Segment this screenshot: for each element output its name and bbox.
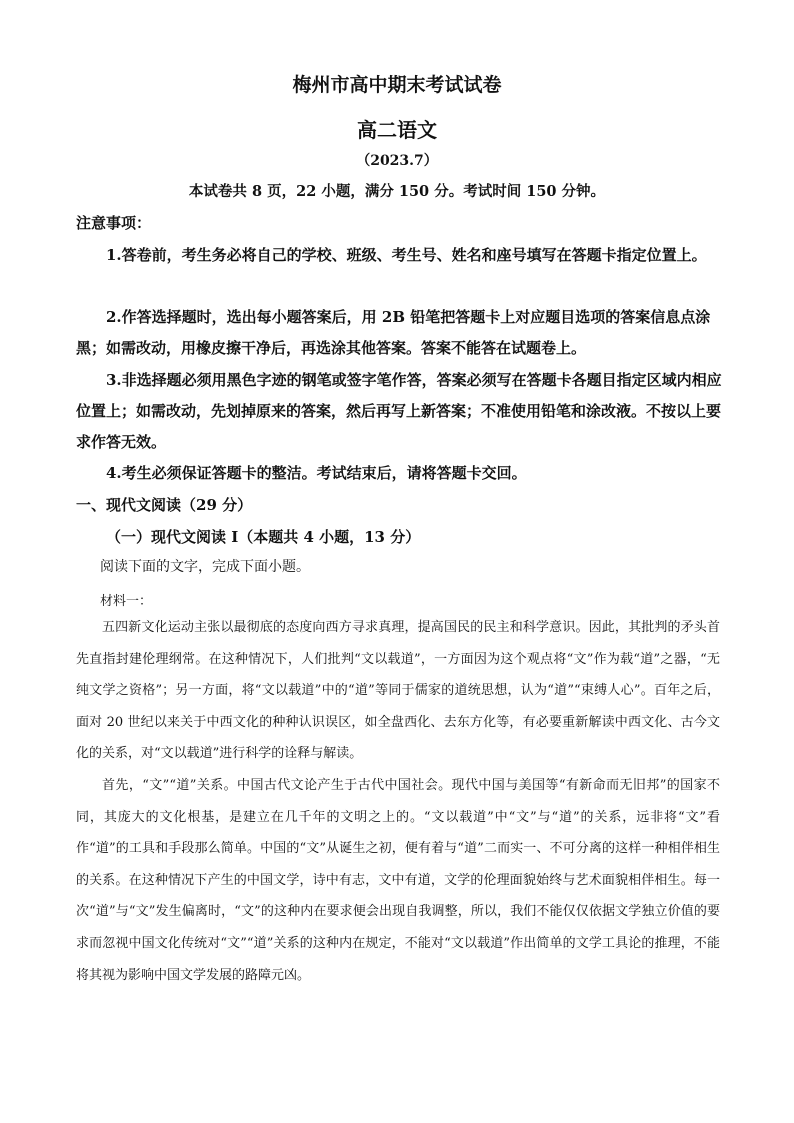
notice-item-3: 3.非选择题必须用黑色字迹的钢笔或签字笔作答，答案必须写在答题卡各题目指定区域内相应位置上；如需改动，先划掉原来的答案，然后再写上新答案；不准使用铅笔和涂改液。不按以上要求作答无效。 [76,371,722,451]
subject-title: 高二语文 [357,118,437,142]
notice-item-1: 1.答卷前，考生务必将自己的学校、班级、考生号、姓名和座号填写在答题卡指定位置上。 [106,246,707,264]
notice-heading: 注意事项： [76,214,152,232]
exam-date: （2023.7） [356,153,438,169]
notice-item-2: 2.作答选择题时，选出每小题答案后，用 2B 铅笔把答题卡上对应题目选项的答案信息点涂黑；如需改动，用橡皮擦干净后，再选涂其他答案。答案不能答在试题卷上。 [76,308,711,357]
section-heading: 一、现代文阅读（29 分） [76,496,253,514]
material-label: 材料一： [100,594,153,609]
material-paragraph-1: 五四新文化运动主张以最彻底的态度向西方寻求真理，提高国民的民主和科学意识。因此，其批判的矛头首先直指封建伦理纲常。在这种情况下，人们批判“文以载道”，一方面因为这个观点将“文”作为载“道”之器，“无纯文学之资格”；另一方面，将“文以载道”中的“道”等同于儒家的道统思想，认为“道”“束缚人心”。百年之后，面对 20 世纪以来关于中西文化的种种认识误区，如全盘西化、去东方化等，有必要重新解读中西文化、古今文化的关系，对“文以载道”进行科学的诠释与解读。 [76,620,720,762]
exam-title: 梅州市高中期末考试试卷 [292,74,502,96]
notice-item-4: 4.考生必须保证答题卡的整洁。考试结束后，请将答题卡交回。 [106,464,527,482]
subsection-heading: （一）现代文阅读 I（本题共 4 小题，13 分） [106,528,421,546]
exam-summary: 本试卷共 8 页，22 小题，满分 150 分。考试时间 150 分钟。 [188,183,606,200]
material-paragraph-2: 首先，“文”“道”关系。中国古代文论产生于古代中国社会。现代中国与美国等“有新命而无旧邦”的国家不同，其庞大的文化根基，是建立在几千年的文明之上的。“文以载道”中“文”与“道”的关系，远非将“文”看作“道”的工具和手段那么简单。中国的“文”从诞生之初，便有着与“道”二而实一、不可分离的这样一种相伴相生的关系。在这种情况下产生的中国文学，诗中有志，文中有道，文学的伦理面貌始终与艺术面貌相伴相生。每一次“道”与“文”发生偏离时，“文”的这种内在要求便会出现自我调整，所以，我们不能仅仅依据文学独立价值的要求而忽视中国文化传统对“文”“道”关系的这种内在规定，不能对“文以载道”作出简单的文学工具论的推理，不能将其视为影响中国文学发展的路障元凶。 [76,778,720,983]
reading-instruction: 阅读下面的文字，完成下面小题。 [100,559,310,575]
